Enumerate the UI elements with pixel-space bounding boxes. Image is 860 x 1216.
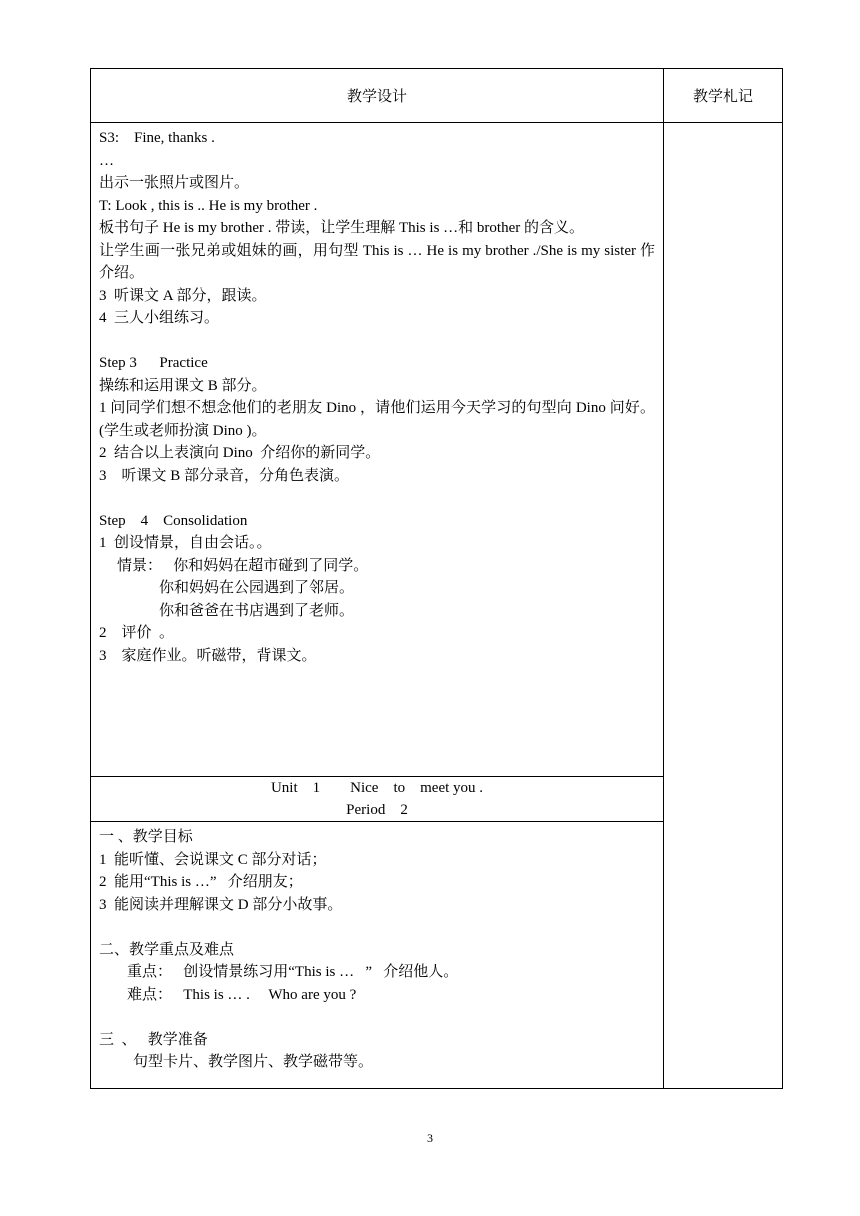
design-header-cell [91, 69, 664, 123]
text-line: 句型卡片、教学图片、教学磁带等。 [133, 1054, 374, 1070]
text-line: 1 能听懂、会说课文 C 部分对话； [99, 851, 327, 868]
step3-heading: Step 3 Practice [99, 355, 208, 371]
blank-line [99, 1006, 655, 1029]
text-line: 4 三人小组练习。 [99, 310, 220, 326]
text-line: 3 听课文 B 部分录音，分角色表演。 [99, 467, 350, 484]
text-line: 3 能阅读并理解课文 D 部分小故事。 [99, 896, 343, 913]
text-line: 3 听课文 A 部分，跟读。 [99, 287, 267, 304]
unit-header-cell [91, 777, 664, 822]
text-line: S3: Fine, thanks . [99, 130, 215, 146]
unit-title: Unit 1 Nice to meet you . [270, 780, 484, 796]
preparation-heading: 三 、 教学准备 [99, 1031, 208, 1048]
text-line: 情景： 你和妈妈在超市碰到了同学。 [117, 557, 369, 574]
notes-column [664, 123, 783, 1089]
lesson-plan-table [90, 68, 783, 1089]
table-header-row [91, 69, 783, 123]
text-line: 难点： This is … . Who are you ? [127, 986, 357, 1003]
design-header-label: 教学设计 [346, 89, 407, 105]
blank-line [99, 916, 655, 939]
text-line: 你和妈妈在公园遇到了邻居。 [159, 580, 355, 596]
text-line: 2 评价 。 [99, 625, 175, 641]
blank-line [99, 487, 655, 510]
text-line: 板书句子 He is my brother . 带读，让学生理解 This is …和 brother 的含义。 [99, 220, 584, 236]
section2-cell [91, 822, 664, 1089]
text-line: 1 创设情景，自由会话。。 [99, 535, 272, 551]
section1-row [91, 123, 783, 777]
text-line: 重点： 创设情景练习用“This is … ” 介绍他人。 [127, 964, 459, 980]
objectives-heading: 一 、教学目标 [99, 829, 193, 845]
section1-cell [91, 123, 664, 777]
text-line: 2 能用“This is …” 介绍朋友； [99, 874, 303, 890]
step4-heading: Step 4 Consolidation [99, 512, 248, 529]
text-line: 1 问同学们想不想念他们的老朋友 Dino ，请他们运用今天学习的句型向 Dino 问好。(学生或老师扮演 Dino )。 [99, 400, 655, 439]
notes-header-cell [664, 69, 783, 123]
text-line: 让学生画一张兄弟或姐妹的画，用句型 This is … He is my brother ./She is my sister 作介绍。 [99, 242, 655, 281]
text-line: 2 结合以上表演向 Dino 介绍你的新同学。 [99, 445, 381, 461]
page-number: 3 [427, 1131, 433, 1145]
text-line: 出示一张照片或图片。 [99, 175, 250, 191]
blank-line [99, 330, 655, 353]
text-line: T: Look , this is .. He is my brother . [99, 197, 318, 214]
text-line: 操练和运用课文 B 部分。 [99, 377, 267, 394]
text-line: 你和爸爸在书店遇到了老师。 [159, 602, 355, 619]
text-line: … [99, 152, 114, 169]
key-points-heading: 二、教学重点及难点 [99, 941, 235, 958]
period-title: Period 2 [346, 802, 408, 818]
text-line: 3 家庭作业。听磁带，背课文。 [99, 647, 317, 664]
notes-header-label: 教学札记 [692, 89, 753, 105]
